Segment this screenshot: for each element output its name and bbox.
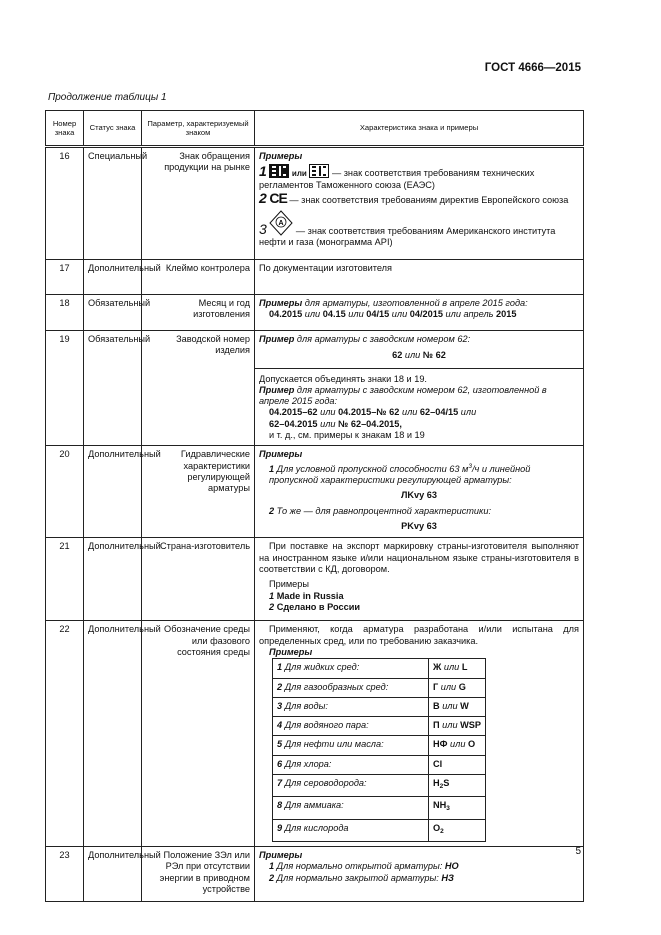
row-characteristic: Применяют, когда арматура разработана и/или испытана для определенных сред, или по требованию заказчика. Примеры 1 Для жидких сред: Ж или L 2 Для газообразных сред: Г или G 3 Для воды: В или W 4 Для водяного пара: П или WSP 5 Для нефти или масла: НФ или О 6 Для хлора: Cl 7 Для сероводорода: $H_2S$ 8 Для аммиака: $NH_3$ 9 Для кислорода $O_2$ xyxy=(255,621,584,847)
row-parameter: Месяц и год изготовления xyxy=(142,295,255,331)
table-row xyxy=(46,147,584,260)
row-status: Дополнительный xyxy=(84,538,142,621)
table-row xyxy=(46,295,584,331)
table-header-row xyxy=(46,111,584,147)
row-parameter: Гидравлические характеристики регулирующей арматуры xyxy=(142,446,255,538)
row-parameter: Клеймо контролера xyxy=(142,260,255,295)
row-characteristic xyxy=(255,147,584,260)
list-item: 6 Для хлора: Cl xyxy=(273,755,486,774)
list-item: 2 Для газообразных сред: Г или G xyxy=(273,678,486,697)
examples-heading: Примеры xyxy=(259,151,303,161)
list-item: 8 Для аммиака: $NH_3$ xyxy=(273,797,486,819)
col-header-number: Номер знака xyxy=(46,111,84,147)
environment-list xyxy=(272,658,486,842)
row-parameter: Положение ЗЭл или РЭл при отсутствии энергии в приводном устройстве xyxy=(142,846,255,901)
page-number: 5 xyxy=(575,846,581,857)
api-monogram-example: 3 A — знак соответствия требованиям Американского института нефти и газа (монограмма API) xyxy=(259,210,579,249)
col-header-parameter: Параметр, характеризуемый знаком xyxy=(142,111,255,147)
row-characteristic: Пример для арматуры с заводским номером 62: 62 или № 62 Допускается объединять знаки 18 и 19. Пример для арматуры с заводским номером 62, изготовленной в апреле 2015 года: 04.2015–62 или 04.2015–№ 62 или 62–04/15 или 62–04.2015 или № 62–04.2015, и т. д., см. примеры к знакам 18 и 19 xyxy=(255,331,584,446)
col-header-status: Статус знака xyxy=(84,111,142,147)
list-item: 4 Для водяного пара: П или WSP xyxy=(273,717,486,736)
list-item: 3 Для воды: В или W xyxy=(273,697,486,716)
row-parameter: Заводской номер изделия xyxy=(142,331,255,446)
row-status: Обязательный xyxy=(84,331,142,446)
row-parameter: Страна-изготовитель xyxy=(142,538,255,621)
row-number: 22 xyxy=(46,621,84,847)
list-item: 9 Для кислорода $O_2$ xyxy=(273,819,486,841)
table-row xyxy=(46,846,584,901)
marking-table xyxy=(45,110,584,902)
row-status: Дополнительный xyxy=(84,621,142,847)
row-characteristic: Примеры 1 Для нормально открытой арматуры: НО 2 Для нормально закрытой арматуры: НЗ xyxy=(255,846,584,901)
table-continuation-caption: Продолжение таблицы 1 xyxy=(48,92,167,103)
row-number: 23 xyxy=(46,846,84,901)
row-number: 20 xyxy=(46,446,84,538)
table-row xyxy=(46,446,584,538)
eac-mark-icon xyxy=(269,164,289,178)
row-status: Дополнительный xyxy=(84,846,142,901)
row-characteristic: Примеры 1 Для условной пропускной способности 63 $м^3/ч$ и линейной пропускной характеристики регулирующей арматуры: ЛKvy 63 2 То же — для равнопроцентной характеристики: PKvy 63 xyxy=(255,446,584,538)
row-number: 21 xyxy=(46,538,84,621)
row-status: Дополнительный xyxy=(84,446,142,538)
table-row xyxy=(46,538,584,621)
row-number: 19 xyxy=(46,331,84,446)
row-number: 18 xyxy=(46,295,84,331)
row-status: Дополнительный xyxy=(84,260,142,295)
table-row xyxy=(46,331,584,446)
col-header-characteristic: Характеристика знака и примеры xyxy=(255,111,584,147)
list-item: 7 Для сероводорода: $H_2S$ xyxy=(273,775,486,797)
row-characteristic: Примеры для арматуры, изготовленной в апреле 2015 года: 04.2015 или 04.15 или 04/15 или 04/2015 или апрель 2015 xyxy=(255,295,584,331)
ce-mark-icon: CE xyxy=(269,189,287,206)
row-status: Специальный xyxy=(84,147,142,260)
svg-text:A: A xyxy=(278,220,284,228)
eac-mark-example: 1 или — знак соответствия требованиям технических регламентов Таможенного союза (ЕАЭС) xyxy=(259,163,535,190)
ce-mark-example: 2 CE — знак соответствия требованиям директив Европейского союза xyxy=(259,189,569,206)
row-characteristic: По документации изготовителя xyxy=(255,260,584,295)
list-item: 5 Для нефти или масла: НФ или О xyxy=(273,736,486,755)
row-note: Допускается объединять знаки 18 и 19. xyxy=(259,373,427,384)
row-number: 16 xyxy=(46,147,84,260)
row-parameter: Знак обращения продукции на рынке xyxy=(142,147,255,260)
row-characteristic: При поставке на экспорт маркировку страны-изготовителя выполняют на иностранном языке и/или национальном языке страны-изготовителя в соответствии с КД, договором. Примеры 1 Made in Russia 2 Сделано в России xyxy=(255,538,584,621)
row-parameter: Обозначение среды или фазового состояния среды xyxy=(142,621,255,847)
row-number: 17 xyxy=(46,260,84,295)
document-code: ГОСТ 4666—2015 xyxy=(484,62,581,74)
api-monogram-icon xyxy=(269,210,293,236)
eac-mark-outline-icon xyxy=(309,164,329,178)
table-row xyxy=(46,621,584,847)
list-item: 1 Для жидких сред: Ж или L xyxy=(273,659,486,678)
table-row xyxy=(46,260,584,295)
row-status: Обязательный xyxy=(84,295,142,331)
